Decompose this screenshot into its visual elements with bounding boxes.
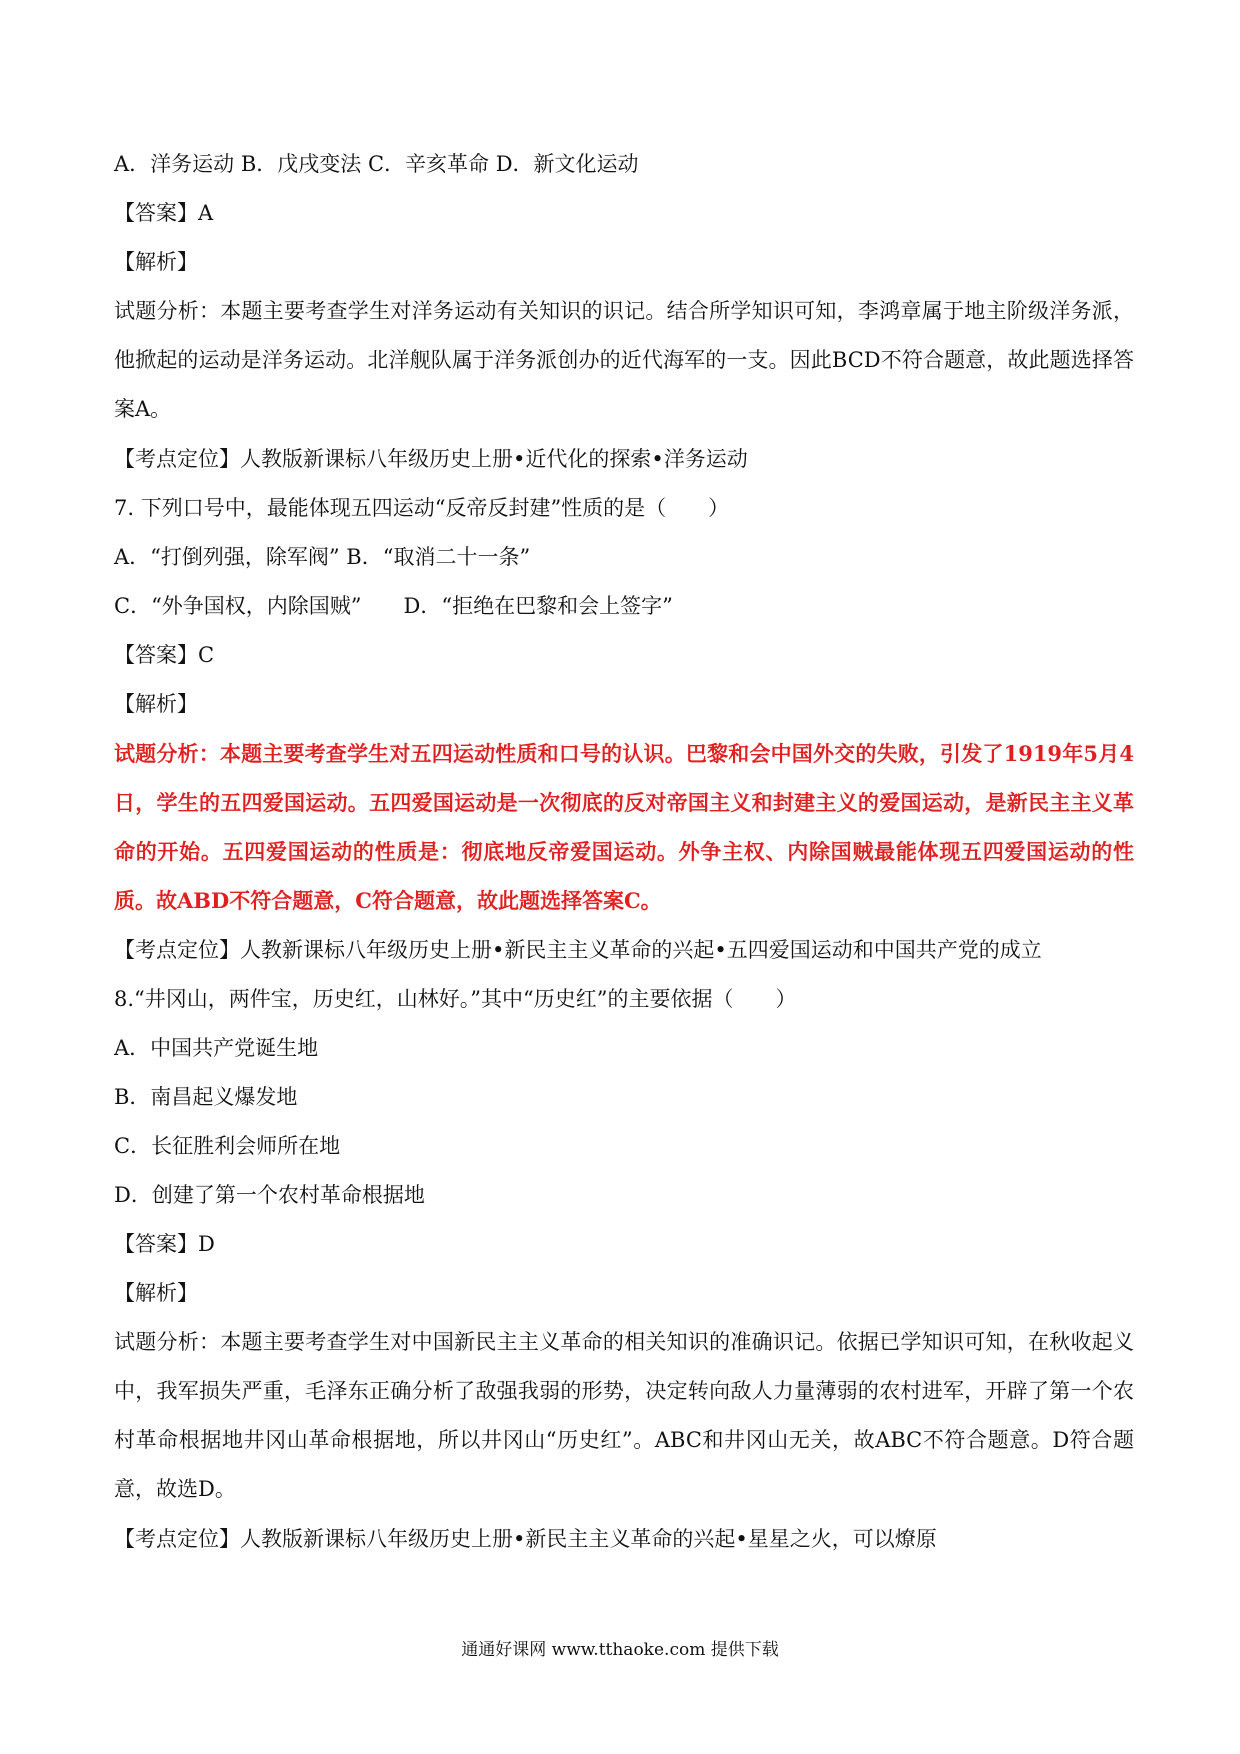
q8-question: 8.“井冈山，两件宝，历史红，山林好。”其中“历史红”的主要依据（ ） — [114, 987, 797, 1011]
q8-analysis-label: 【解析】 — [114, 1281, 198, 1305]
q6-options: A．洋务运动 B．戊戌变法 C．辛亥革命 D．新文化运动 — [114, 152, 639, 176]
q7-analysis-label: 【解析】 — [114, 692, 198, 716]
q8-option-a: A．中国共产党诞生地 — [114, 1036, 319, 1060]
q7-point: 【考点定位】人教新课标八年级历史上册•新民主主义革命的兴起•五四爱国运动和中国共产党的成立 — [114, 938, 1042, 962]
page-footer: 通通好课网 www.tthaoke.com 提供下载 — [461, 1640, 779, 1660]
q7-question: 7. 下列口号中，最能体现五四运动“反帝反封建”性质的是（ ） — [114, 496, 730, 520]
q6-analysis: 试题分析：本题主要考查学生对洋务运动有关知识的识记。结合所学知识可知，李鸿章属于地主阶级洋务派，他掀起的运动是洋务运动。北洋舰队属于洋务派创办的近代海军的一支。因此BCD不符合题意，故此题选择答案A。 — [114, 299, 1134, 421]
q8-point: 【考点定位】人教版新课标八年级历史上册•新民主主义革命的兴起•星星之火，可以燎原 — [114, 1527, 937, 1551]
q6-point: 【考点定位】人教版新课标八年级历史上册•近代化的探索•洋务运动 — [114, 447, 748, 471]
q6-answer: 【答案】A — [114, 201, 214, 225]
q7-options-cd: C．“外争国权，内除国贼” D．“拒绝在巴黎和会上签字” — [114, 594, 673, 618]
q8-analysis: 试题分析：本题主要考查学生对中国新民主主义革命的相关知识的准确识记。依据已学知识可知，在秋收起义中，我军损失严重，毛泽东正确分析了敌强我弱的形势，决定转向敌人力量薄弱的农村进军，开辟了第一个农村革命根据地井冈山革命根据地，所以井冈山“历史红”。ABC和井冈山无关，故ABC不符合题意。D符合题意，故选D。 — [114, 1330, 1134, 1501]
q6-analysis-label: 【解析】 — [114, 250, 198, 274]
q8-answer: 【答案】D — [114, 1232, 215, 1256]
q8-option-d: D．创建了第一个农村革命根据地 — [114, 1183, 425, 1207]
q7-answer: 【答案】C — [114, 643, 215, 667]
q7-analysis: 试题分析：本题主要考查学生对五四运动性质和口号的认识。巴黎和会中国外交的失败，引发了1919年5月4日，学生的五四爱国运动。五四爱国运动是一次彻底的反对帝国主义和封建主义的爱国运动，是新民主主义革命的开始。五四爱国运动的性质是：彻底地反帝爱国运动。外争主权、内除国贼最能体现五四爱国运动的性质。故ABD不符合题意，C符合题意，故此题选择答案C。 — [114, 741, 1134, 913]
q8-option-b: B．南昌起义爆发地 — [114, 1085, 298, 1109]
q7-options-ab: A．“打倒列强，除军阀” B．“取消二十一条” — [114, 545, 531, 569]
q8-option-c: C．长征胜利会师所在地 — [114, 1134, 341, 1158]
document-body — [114, 150, 1134, 1574]
